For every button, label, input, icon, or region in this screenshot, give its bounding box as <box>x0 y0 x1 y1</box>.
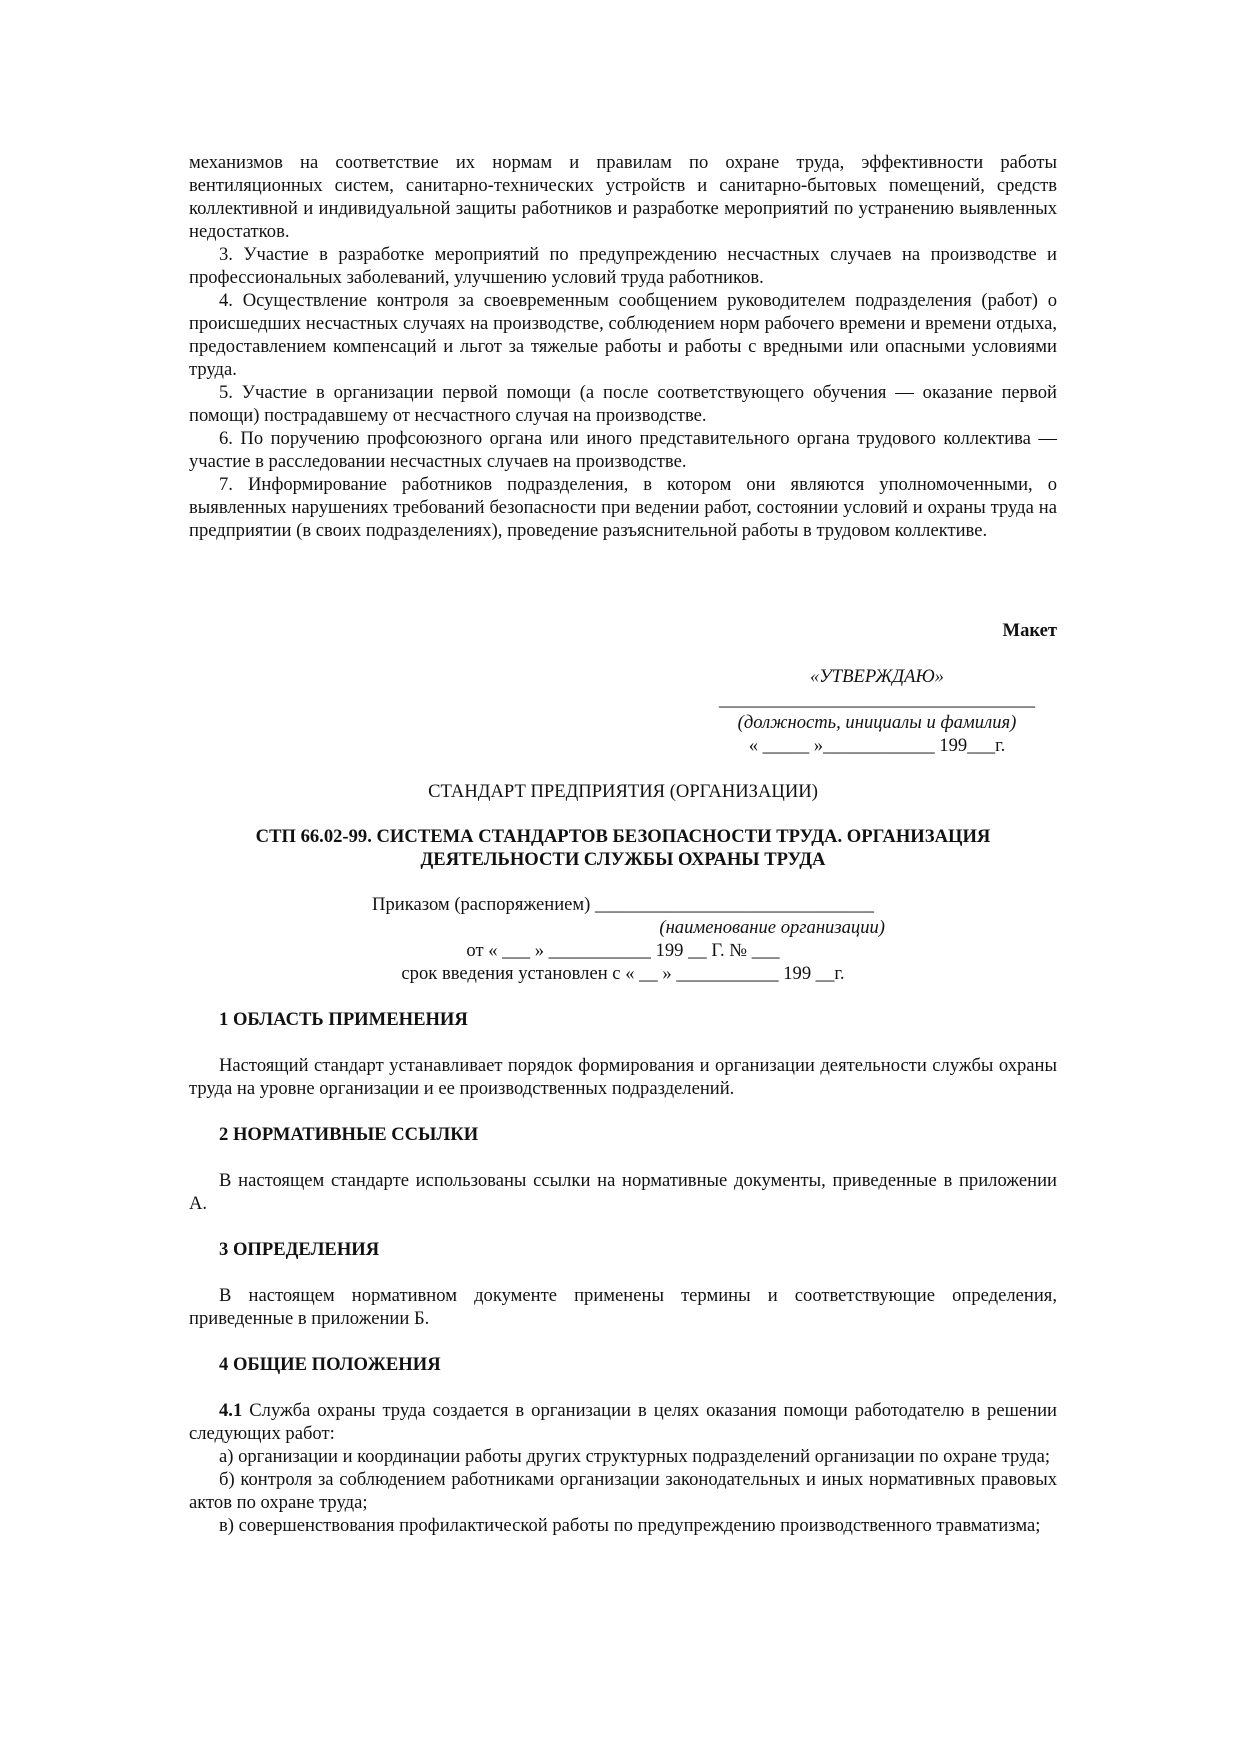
standard-name <box>189 825 1057 871</box>
section-3-text: В настоящем нормативном документе применены термины и соответствующие определения, приведенные в приложении Б. <box>189 1285 1057 1329</box>
maket-label: Макет <box>1002 620 1057 641</box>
section-4-1-number: 4.1 <box>219 1400 243 1421</box>
approval-block <box>697 665 1057 757</box>
order-block <box>189 893 1057 985</box>
section-3-heading: 3 ОПРЕДЕЛЕНИЯ <box>219 1239 380 1260</box>
approval-position-caption: (должность, инициалы и фамилия) <box>737 712 1017 733</box>
order-line: Приказом (распоряжением) ______________________________ <box>372 894 874 915</box>
approval-date-line: « _____ »____________ 199___г. <box>748 735 1006 756</box>
standard-title: СТАНДАРТ ПРЕДПРИЯТИЯ (ОРГАНИЗАЦИИ) <box>428 781 818 802</box>
organization-caption: (наименование организации) <box>659 917 885 938</box>
section-4-1-body: Служба охраны труда создается в организации в целях оказания помощи работодателю в решении следующих работ: <box>189 1400 1057 1444</box>
paragraph-continuation: механизмов на соответствие их нормам и правилам по охране труда, эффективности работы вентиляционных систем, санитарно-технических устройств и санитарно-бытовых помещений, средств коллективной и индивидуальной защиты работников и разработке мероприятий по устранению выявленных недостатков. <box>189 152 1057 242</box>
document-page <box>189 151 1057 1537</box>
paragraph-item-5: 5. Участие в организации первой помощи (а после соответствующего обучения — оказание первой помощи) пострадавшему от несчастного случая на производстве. <box>189 382 1057 426</box>
effective-date-line: срок введения установлен с « __ » ___________ 199 __г. <box>401 963 845 984</box>
section-4-item-b: б) контроля за соблюдением работниками организации законодательных и иных нормативных правовых актов по охране труда; <box>189 1469 1057 1513</box>
paragraph-item-3: 3. Участие в разработке мероприятий по предупреждению несчастных случаев на производстве и профессиональных заболеваний, улучшению условий труда работников. <box>189 244 1057 288</box>
section-4-item-c: в) совершенствования профилактической работы по предупреждению производственного травматизма; <box>219 1515 1041 1536</box>
paragraph-item-6: 6. По поручению профсоюзного органа или иного представительного органа трудового коллектива —участие в расследовании несчастных случаев на производстве. <box>189 428 1057 472</box>
standard-name-line2: ДЕЯТЕЛЬНОСТИ СЛУЖБЫ ОХРАНЫ ТРУДА <box>420 849 826 870</box>
section-1-heading: 1 ОБЛАСТЬ ПРИМЕНЕНИЯ <box>219 1009 468 1030</box>
section-4-item-a: а) организации и координации работы других структурных подразделений организации по охране труда; <box>219 1446 1051 1467</box>
approval-title: «УТВЕРЖДАЮ» <box>810 666 944 687</box>
section-2-text: В настоящем стандарте использованы ссылки на нормативные документы, приведенные в приложении А. <box>189 1170 1057 1214</box>
standard-name-line1: СТП 66.02-99. СИСТЕМА СТАНДАРТОВ БЕЗОПАСНОСТИ ТРУДА. ОРГАНИЗАЦИЯ <box>255 826 991 847</box>
approval-signature-line: __________________________________ <box>718 689 1036 710</box>
paragraph-item-7: 7. Информирование работников подразделения, в котором они являются уполномоченными, о выявленных нарушениях требований безопасности при ведении работ, состоянии условий и охраны труда на предприятии (в своих подразделениях), проведение разъяснительной работы в трудовом коллективе. <box>189 474 1057 541</box>
section-2-heading: 2 НОРМАТИВНЫЕ ССЫЛКИ <box>219 1124 479 1145</box>
section-1-text: Настоящий стандарт устанавливает порядок формирования и организации деятельности службы охраны труда на уровне организации и ее производственных подразделений. <box>189 1055 1057 1099</box>
section-4-1-text <box>189 1399 1057 1445</box>
paragraph-item-4: 4. Осуществление контроля за своевременным сообщением руководителем подразделения (работ) о происшедших несчастных случаях на производстве, соблюдением норм рабочего времени и времени отдыха, предоставлением компенсаций и льгот за тяжелые работы и работы с вредными или опасными условиями труда. <box>189 290 1057 380</box>
order-date-line: от « ___ » ___________ 199 __ Г. № ___ <box>466 940 780 961</box>
section-4-heading: 4 ОБЩИЕ ПОЛОЖЕНИЯ <box>219 1354 441 1375</box>
